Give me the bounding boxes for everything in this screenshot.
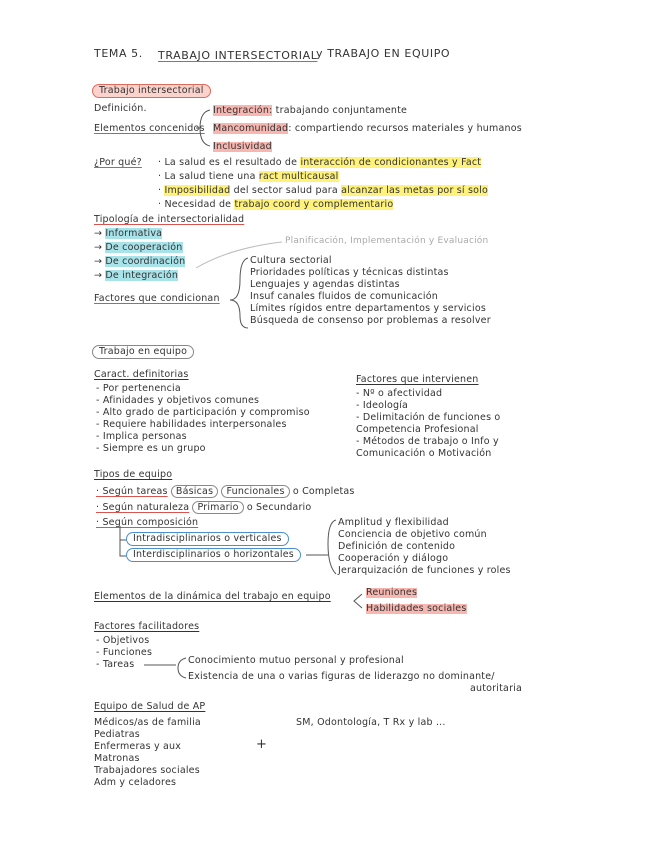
planificacion-note: Planificación, Implementación y Evaluación <box>285 236 489 246</box>
facilitador-item: - Funciones <box>96 647 153 658</box>
page-title-suffix: y TRABAJO EN EQUIPO <box>316 47 451 60</box>
dinamica-reuniones: Reuniones <box>366 587 418 598</box>
composicion-item: Jerarquización de funciones y roles <box>338 565 511 576</box>
section-heading-equipo: Trabajo en equipo <box>92 345 194 359</box>
elemento-inclusividad: Inclusividad <box>213 141 272 152</box>
page-title: TRABAJO INTERSECTORIAL <box>158 49 318 62</box>
caract-item: - Afinidades y objetivos comunes <box>96 395 260 406</box>
plus-sign: + <box>256 737 268 752</box>
tareas-detail-3: autoritaria <box>470 683 523 694</box>
ap-item: Adm y celadores <box>94 777 177 788</box>
composicion-item: Conciencia de objetivo común <box>338 529 487 540</box>
caract-item: - Requiere habilidades interpersonales <box>96 419 287 430</box>
composicion-inter: Interdisciplinarios o horizontales <box>126 548 301 562</box>
factor-interv-item: Comunicación o Motivación <box>356 448 492 459</box>
elementos-label: Elementos concenidos <box>94 123 205 134</box>
tipo-segun-naturaleza: · Según naturaleza Primario o Secundario <box>96 502 312 513</box>
tipo-integracion: → De integración <box>94 270 179 281</box>
caract-item: - Siempre es un grupo <box>96 443 206 454</box>
factor-item: Lenguajes y agendas distintas <box>250 279 400 290</box>
composicion-intra: Intradisciplinarios o verticales <box>126 532 289 546</box>
tareas-detail-2: Existencia de una o varias figuras de liderazgo no dominante/ <box>188 671 495 682</box>
ap-item: Matronas <box>94 753 140 764</box>
ap-item: Médicos/as de familia <box>94 717 201 728</box>
ap-item: Trabajadores sociales <box>94 765 200 776</box>
composicion-item: Cooperación y diálogo <box>338 553 449 564</box>
tipos-equipo-heading: Tipos de equipo <box>94 469 173 480</box>
factor-item: Búsqueda de consenso por problemas a resolver <box>250 315 491 326</box>
tareas-detail-1: Conocimiento mutuo personal y profesional <box>188 655 404 666</box>
factor-item: Límites rígidos entre departamentos y servicios <box>250 303 486 314</box>
factor-interv-item: - Delimitación de funciones o <box>356 412 501 423</box>
elemento-mancomunidad: Mancomunidad: compartiendo recursos materiales y humanos <box>213 123 522 134</box>
ap-item: Pediatras <box>94 729 140 740</box>
porque-bullet-3: · Imposibilidad del sector salud para alcanzar las metas por sí solo <box>158 185 488 196</box>
tema-number: TEMA 5. <box>94 47 143 60</box>
tipo-coordinacion: → De coordinación <box>94 256 186 267</box>
definicion-label: Definición. <box>94 103 147 114</box>
composicion-item: Definición de contenido <box>338 541 456 552</box>
factor-interv-item: - Métodos de trabajo o Info y <box>356 436 499 447</box>
factores-intervienen-heading: Factores que intervienen <box>356 374 479 385</box>
facilitador-item: - Tareas <box>96 659 135 670</box>
factor-interv-item: - Nº o afectividad <box>356 388 443 399</box>
dinamica-heading: Elementos de la dinámica del trabajo en equipo <box>94 591 331 602</box>
tipo-segun-tareas: · Según tareas Básicas Funcionales o Completas <box>96 486 355 497</box>
composicion-item: Amplitud y flexibilidad <box>338 517 449 528</box>
tipo-cooperacion: → De cooperación <box>94 242 183 253</box>
elemento-integracion: Integración: trabajando conjuntamente <box>213 105 408 116</box>
tipo-segun-composicion: · Según composición <box>96 517 199 528</box>
section-heading-intersectorial: Trabajo intersectorial <box>92 84 211 98</box>
ap-extra: SM, Odontología, T Rx y lab ... <box>296 717 446 728</box>
factor-item: Cultura sectorial <box>250 255 332 266</box>
facilitador-item: - Objetivos <box>96 635 150 646</box>
factor-item: Insuf canales fluidos de comunicación <box>250 291 438 302</box>
porque-bullet-2: · La salud tiene una ract multicausal <box>158 171 339 182</box>
factor-item: Prioridades políticas y técnicas distintas <box>250 267 449 278</box>
caract-item: - Por pertenencia <box>96 383 181 394</box>
porque-bullet-1: · La salud es el resultado de interacción de condicionantes y Fact <box>158 157 482 168</box>
porque-bullet-4: · Necesidad de trabajo coord y complementario <box>158 199 394 210</box>
caract-item: - Alto grado de participación y compromiso <box>96 407 310 418</box>
caract-item: - Implica personas <box>96 431 187 442</box>
ap-heading: Equipo de Salud de AP <box>94 701 206 712</box>
facilitadores-heading: Factores facilitadores <box>94 621 200 632</box>
ap-item: Enfermeras y aux <box>94 741 182 752</box>
dinamica-habilidades: Habilidades sociales <box>366 603 467 614</box>
tipologia-heading: Tipología de intersectorialidad <box>94 214 245 225</box>
factores-condicionan-label: Factores que condicionan <box>94 293 220 304</box>
tipo-informativa: → Informativa <box>94 228 163 239</box>
factor-interv-item: - Ideología <box>356 400 409 411</box>
factor-interv-item: Competencia Profesional <box>356 424 479 435</box>
porque-label: ¿Por qué? <box>94 157 142 168</box>
caract-heading: Caract. definitorias <box>94 369 189 380</box>
